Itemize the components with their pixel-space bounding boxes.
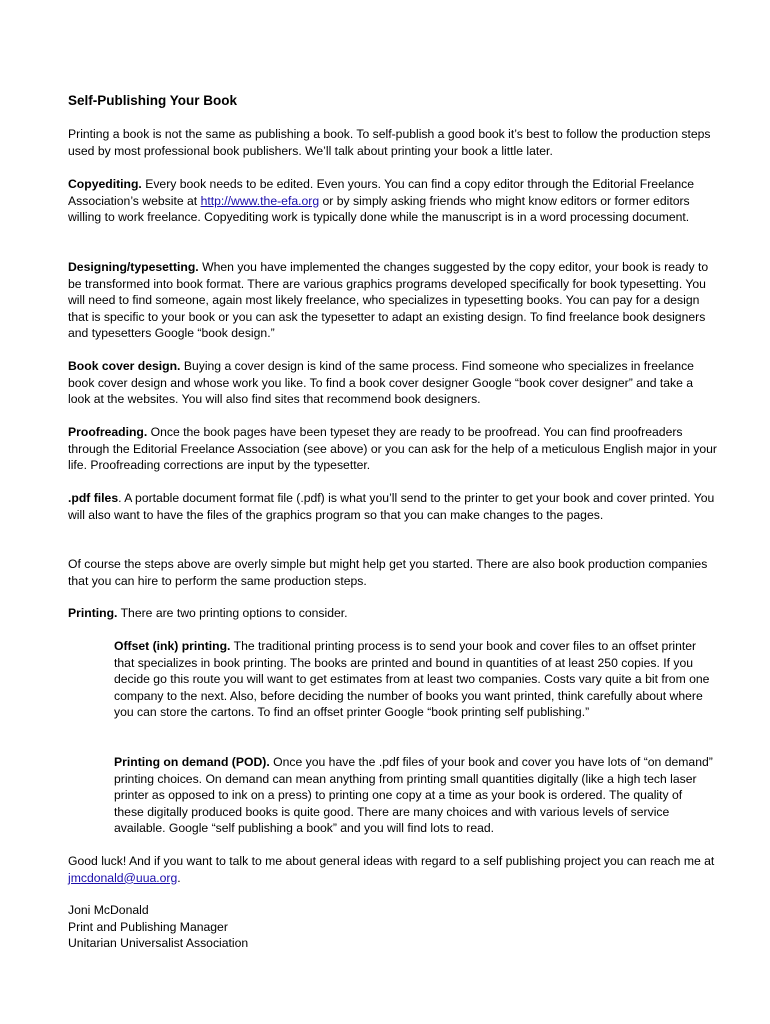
printing-paragraph <box>68 605 718 622</box>
designing-paragraph <box>68 259 718 342</box>
page-title: Self-Publishing Your Book <box>68 93 238 108</box>
proofreading-paragraph <box>68 424 718 474</box>
pdf-text: . A portable document format file (.pdf) is what you’ll send to the printer to get your book and cover printed. You will also want to have the files of the graphics program so that you can make changes to the pages. <box>68 491 715 522</box>
goodluck-paragraph <box>68 853 718 886</box>
printing-text: There are two printing options to consider. <box>117 606 348 620</box>
offset-paragraph <box>114 638 714 721</box>
designing-text: When you have implemented the changes suggested by the copy editor, your book is ready to be transformed into book format. There are various graphics programs developed specifically for book typesetting. You will need to find someone, again most likely freelance, who specializes in typesetting books. You can pay for a design that is specific to your book or you can ask the typesetter to adapt an existing design. To find freelance book designers and typesetters Google “book design.” <box>68 260 709 340</box>
pod-paragraph <box>114 754 714 837</box>
cover-text: Buying a cover design is kind of the same process. Find someone who specializes in freelance book cover design and whose work you like. To find a book cover designer Google “book cover designer” and take a look at the websites. You will also find sites that recommend book designers. <box>68 359 694 406</box>
designing-heading: Designing/typesetting. <box>68 260 199 274</box>
cover-heading: Book cover design. <box>68 359 181 373</box>
proofreading-text: Once the book pages have been typeset they are ready to be proofread. You can find proofreaders through the Editorial Freelance Association (see above) or you can ask for the help of a meticulous English major in your life. Proofreading corrections are input by the typesetter. <box>68 425 717 472</box>
steps-paragraph: Of course the steps above are overly simple but might help get you started. There are also book production companies that you can hire to perform the same production steps. <box>68 557 708 588</box>
copyediting-text-a: Every book needs to be edited. Even yours. You can find a copy editor through the Editorial Freelance Association’s website at <box>68 177 694 208</box>
offset-text: The traditional printing process is to send your book and cover files to an offset printer that specializes in book printing. The books are printed and bound in quantities of at least 250 copies. If you decide go this route you will want to get estimates from at least two companies. Costs vary quite a bit from one company to the next. Also, before deciding the number of books you want printed, think carefully about where you can store the cartons. To find an offset printer Google “book printing self publishing.” <box>114 639 710 719</box>
pod-text: Once you have the .pdf files of your book and cover you have lots of “on demand” printing choices. On demand can mean anything from printing small quantities digitally (like a high tech laser printer as opposed to ink on a press) to printing one copy at a time as your book is ordered. The quality of these digitally produced books is quite good. There are many choices and with various levels of service available. Google “self publishing a book” and you will find lots to read. <box>114 755 713 835</box>
printing-heading: Printing. <box>68 606 118 620</box>
intro-paragraph: Printing a book is not the same as publishing a book. To self-publish a good book it’s best to follow the production steps used by most professional book publishers. We’ll talk about printing your book a little later. <box>68 127 711 158</box>
proofreading-heading: Proofreading. <box>68 425 148 439</box>
pod-heading: Printing on demand (POD). <box>114 755 270 769</box>
pdf-heading: .pdf files <box>68 491 119 505</box>
goodluck-text: Good luck! And if you want to talk to me about general ideas with regard to a self publishing project you can reach me at <box>68 854 715 868</box>
signature-role: Print and Publishing Manager <box>68 919 228 934</box>
copyediting-text-b: or by simply asking friends who might know editors or former editors willing to work freelance. Copyediting work is typically done while the manuscript is in a word processing document. <box>68 193 690 224</box>
signature-block <box>68 902 248 952</box>
signature-name: Joni McDonald <box>68 903 149 917</box>
cover-paragraph <box>68 358 718 408</box>
pdf-paragraph <box>68 490 718 523</box>
copyediting-heading: Copyediting. <box>68 177 142 191</box>
email-link[interactable]: jmcdonald@uua.org <box>68 870 178 885</box>
goodluck-end: . <box>177 870 181 885</box>
offset-heading: Offset (ink) printing. <box>114 639 231 653</box>
copyediting-paragraph <box>68 176 718 226</box>
signature-org: Unitarian Universalist Association <box>68 936 249 950</box>
efa-website-link[interactable]: http://www.the-efa.org <box>200 193 320 208</box>
